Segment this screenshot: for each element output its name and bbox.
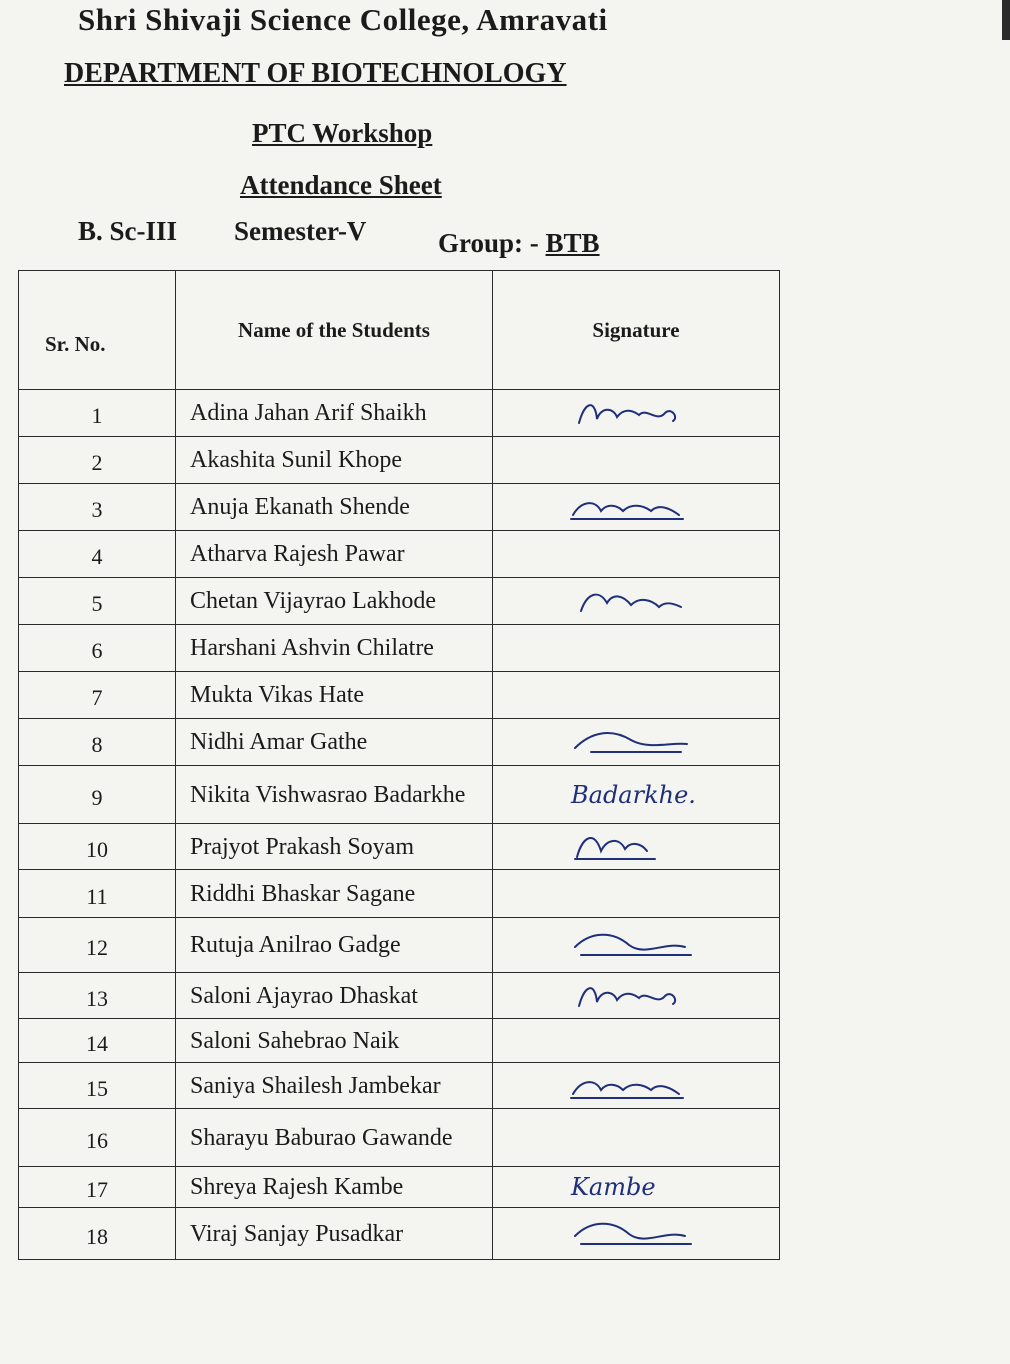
- serial-number: 4: [19, 531, 176, 578]
- signature-cell: [493, 672, 780, 719]
- signature-cell: [493, 578, 780, 625]
- signature-cell: [493, 1208, 780, 1260]
- serial-number: 7: [19, 672, 176, 719]
- signature-scribble: [579, 405, 675, 423]
- signature-image: [561, 581, 711, 621]
- serial-number: 6: [19, 625, 176, 672]
- group-label: [438, 228, 600, 259]
- signature-cell: [493, 719, 780, 766]
- serial-number: 9: [19, 766, 176, 824]
- table-row: [19, 870, 780, 918]
- department-title: DEPARTMENT OF BIOTECHNOLOGY: [64, 58, 567, 89]
- table-row: [19, 672, 780, 719]
- signature-scribble: [575, 838, 655, 859]
- signature-cell: [493, 484, 780, 531]
- student-name: Nidhi Amar Gathe: [176, 719, 493, 766]
- signature-image: [561, 1214, 711, 1254]
- serial-number: 16: [19, 1109, 176, 1167]
- serial-number: 18: [19, 1208, 176, 1260]
- table-row: [19, 824, 780, 870]
- serial-number: 15: [19, 1063, 176, 1109]
- signature-image: [561, 1066, 711, 1106]
- table-row: [19, 1109, 780, 1167]
- group-value: BTB: [545, 228, 600, 258]
- page-edge-shadow: [1002, 0, 1010, 40]
- signature-scribble: [579, 988, 675, 1006]
- table-row: [19, 766, 780, 824]
- signature-cell: [493, 870, 780, 918]
- signature-scribble: [581, 595, 681, 611]
- signature-image: [561, 1167, 711, 1207]
- signature-cell: [493, 1109, 780, 1167]
- student-name: Mukta Vikas Hate: [176, 672, 493, 719]
- signature-cell: [493, 973, 780, 1019]
- signature-cell: [493, 1063, 780, 1109]
- signature-text: Kambe: [571, 1173, 656, 1201]
- table-row: [19, 1063, 780, 1109]
- student-name: Rutuja Anilrao Gadge: [176, 918, 493, 973]
- table-row: [19, 390, 780, 437]
- student-name: Saloni Ajayrao Dhaskat: [176, 973, 493, 1019]
- serial-number: 11: [19, 870, 176, 918]
- signature-scribble: [571, 1082, 683, 1098]
- table-row: [19, 1019, 780, 1063]
- student-name: Anuja Ekanath Shende: [176, 484, 493, 531]
- signature-image: [561, 722, 711, 762]
- signature-image: [561, 393, 711, 433]
- table-row: [19, 973, 780, 1019]
- column-header-name: Name of the Students: [176, 271, 493, 390]
- student-name: Harshani Ashvin Chilatre: [176, 625, 493, 672]
- student-name: Nikita Vishwasrao Badarkhe: [176, 766, 493, 824]
- student-name: Saniya Shailesh Jambekar: [176, 1063, 493, 1109]
- signature-image: [561, 775, 711, 815]
- student-name: Akashita Sunil Khope: [176, 437, 493, 484]
- signature-cell: [493, 437, 780, 484]
- college-title: Shri Shivaji Science College, Amravati: [78, 2, 608, 37]
- sheet-title: Attendance Sheet: [240, 170, 442, 200]
- signature-cell: [493, 531, 780, 578]
- table-row: [19, 437, 780, 484]
- serial-number: 1: [19, 390, 176, 437]
- class-label: B. Sc-III: [78, 216, 178, 246]
- column-header-sr-no: Sr. No.: [19, 271, 176, 390]
- student-name: Riddhi Bhaskar Sagane: [176, 870, 493, 918]
- attendance-rows: [19, 390, 780, 1260]
- attendance-table: [18, 270, 780, 1260]
- student-name: Adina Jahan Arif Shaikh: [176, 390, 493, 437]
- table-row: [19, 578, 780, 625]
- signature-cell: [493, 390, 780, 437]
- serial-number: 8: [19, 719, 176, 766]
- table-row: [19, 918, 780, 973]
- serial-number: 17: [19, 1167, 176, 1208]
- table-header-row: [19, 271, 780, 390]
- semester-label: Semester-V: [234, 216, 367, 246]
- student-name: Prajyot Prakash Soyam: [176, 824, 493, 870]
- signature-image: [561, 827, 711, 867]
- signature-cell: [493, 918, 780, 973]
- group-prefix: Group: -: [438, 228, 546, 258]
- student-name: Viraj Sanjay Pusadkar: [176, 1208, 493, 1260]
- table-row: [19, 719, 780, 766]
- student-name: Sharayu Baburao Gawande: [176, 1109, 493, 1167]
- signature-cell: [493, 625, 780, 672]
- signature-cell: [493, 1167, 780, 1208]
- signature-image: [561, 925, 711, 965]
- student-name: Chetan Vijayrao Lakhode: [176, 578, 493, 625]
- signature-cell: [493, 766, 780, 824]
- signature-text: Badarkhe.: [571, 780, 696, 809]
- table-row: [19, 531, 780, 578]
- column-header-signature: Signature: [493, 271, 780, 390]
- serial-number: 12: [19, 918, 176, 973]
- table-row: [19, 625, 780, 672]
- signature-scribble: [575, 733, 687, 752]
- signature-image: [561, 487, 711, 527]
- serial-number: 10: [19, 824, 176, 870]
- serial-number: 2: [19, 437, 176, 484]
- signature-cell: [493, 1019, 780, 1063]
- signature-image: [561, 976, 711, 1016]
- table-row: [19, 1208, 780, 1260]
- student-name: Atharva Rajesh Pawar: [176, 531, 493, 578]
- signature-scribble: [575, 1223, 691, 1243]
- workshop-title: PTC Workshop: [252, 118, 433, 148]
- serial-number: 14: [19, 1019, 176, 1063]
- signature-scribble: [571, 503, 683, 519]
- table-row: [19, 484, 780, 531]
- serial-number: 3: [19, 484, 176, 531]
- student-name: Shreya Rajesh Kambe: [176, 1167, 493, 1208]
- table-row: [19, 1167, 780, 1208]
- signature-scribble: [575, 935, 691, 955]
- student-name: Saloni Sahebrao Naik: [176, 1019, 493, 1063]
- serial-number: 13: [19, 973, 176, 1019]
- signature-cell: [493, 824, 780, 870]
- serial-number: 5: [19, 578, 176, 625]
